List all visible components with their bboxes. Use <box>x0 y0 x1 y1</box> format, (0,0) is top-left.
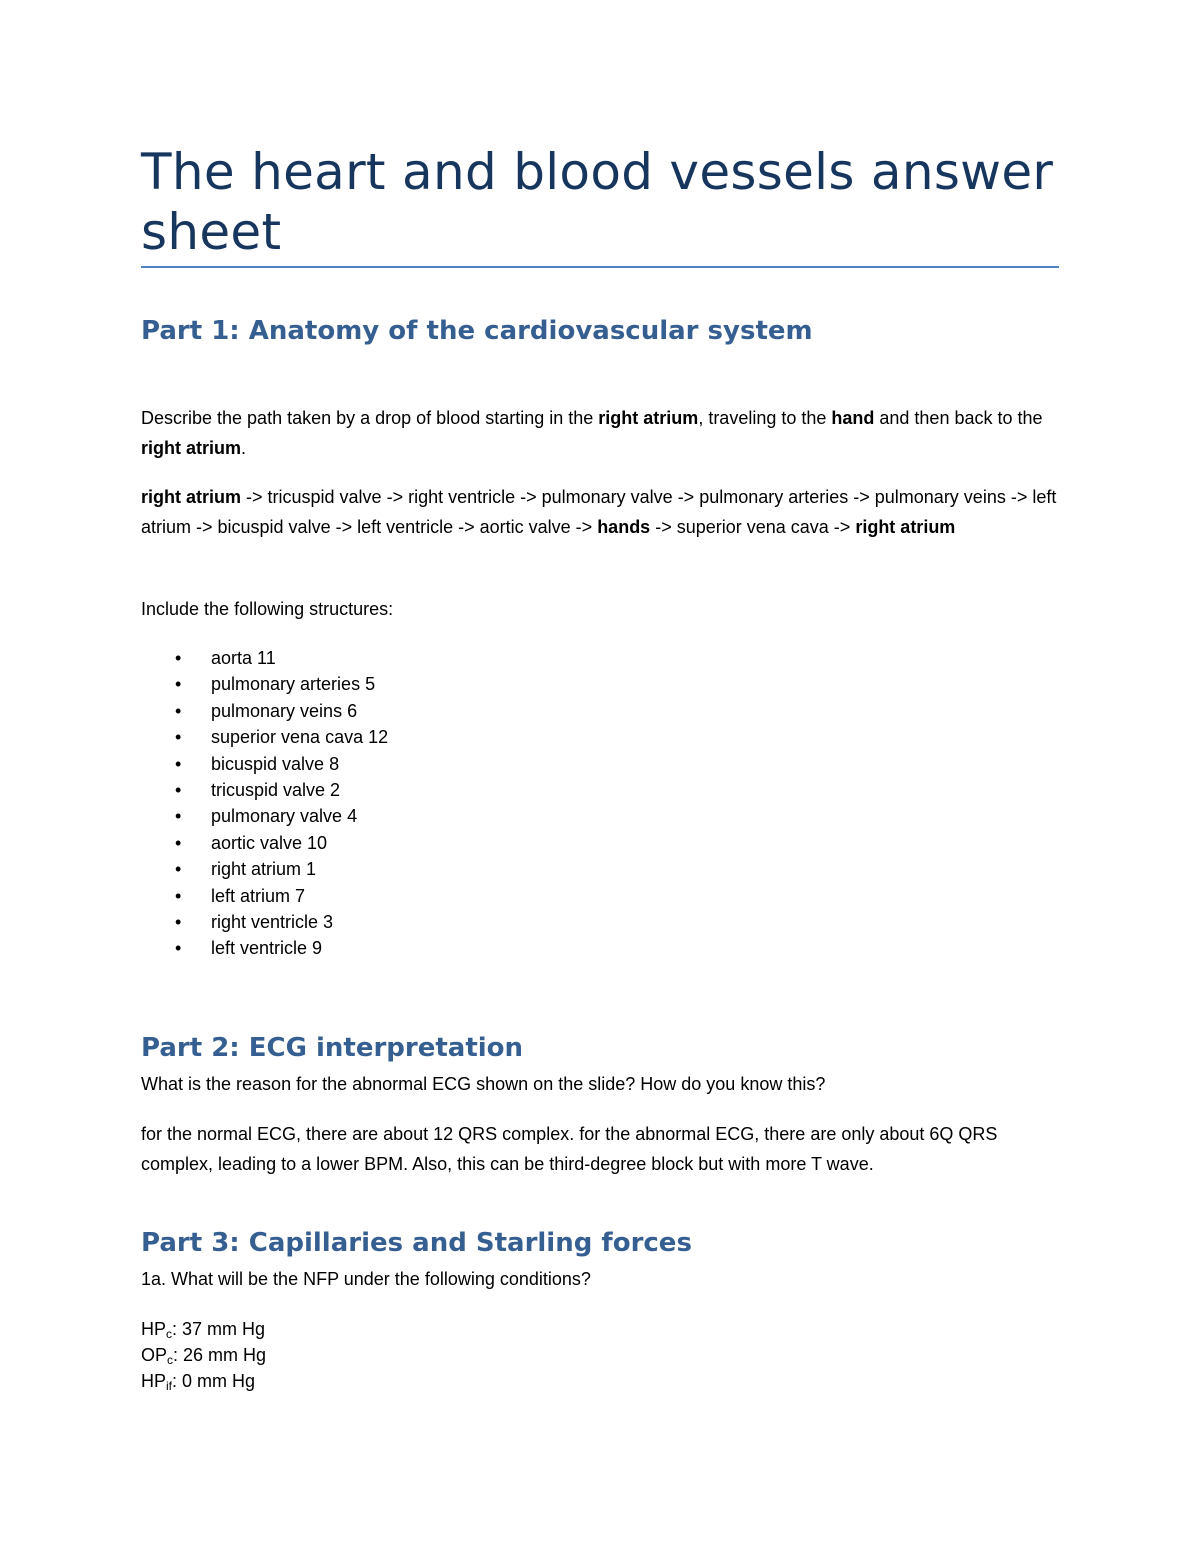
part1-question-text-3: and then back to the <box>874 408 1043 428</box>
part1-heading: Part 1: Anatomy of the cardiovascular system <box>141 316 813 346</box>
bullet-icon: • <box>175 938 182 959</box>
part2-heading: Part 2: ECG interpretation <box>141 1033 524 1063</box>
document-title: The heart and blood vessels answer sheet <box>141 143 1054 261</box>
bullet-icon: • <box>175 727 182 748</box>
title-underline <box>141 266 1059 268</box>
list-item-text: aortic valve 10 <box>211 832 328 853</box>
bullet-icon: • <box>175 753 182 774</box>
list-item <box>141 724 388 750</box>
bullet-icon: • <box>175 779 182 800</box>
list-item-text: pulmonary arteries 5 <box>211 674 376 695</box>
list-item <box>141 803 388 829</box>
part1-answer-text-2: -> superior vena cava -> <box>650 517 856 537</box>
list-item <box>141 671 388 697</box>
list-item <box>141 645 388 671</box>
part1-question-text-1: Describe the path taken by a drop of blood starting in the <box>141 408 599 428</box>
list-item <box>141 935 388 961</box>
list-item-text: tricuspid valve 2 <box>211 779 341 800</box>
condition-opc <box>141 1342 266 1368</box>
include-structures-label: Include the following structures: <box>141 599 394 619</box>
list-item-text: left ventricle 9 <box>211 938 323 959</box>
part1-question-bold-3: right atrium <box>141 438 242 458</box>
list-item <box>141 909 388 935</box>
list-item <box>141 856 388 882</box>
list-item <box>141 698 388 724</box>
list-item-text: right ventricle 3 <box>211 911 334 932</box>
list-item <box>141 830 388 856</box>
list-item-text: bicuspid valve 8 <box>211 753 340 774</box>
part3-question: 1a. What will be the NFP under the following conditions? <box>141 1269 591 1289</box>
bullet-icon: • <box>175 648 182 668</box>
list-item-text: left atrium 7 <box>211 885 306 906</box>
list-item <box>141 777 388 803</box>
condition-prefix: HP <box>141 1319 167 1339</box>
list-item-text: right atrium 1 <box>211 859 317 880</box>
condition-subscript: c <box>167 1353 174 1367</box>
part2-question: What is the reason for the abnormal ECG shown on the slide? How do you know this? <box>141 1074 826 1094</box>
condition-hpif <box>141 1368 255 1394</box>
condition-prefix: HP <box>141 1371 167 1391</box>
part1-answer <box>141 482 1059 542</box>
condition-subscript: if <box>166 1379 173 1393</box>
condition-prefix: OP <box>141 1345 168 1365</box>
bullet-icon: • <box>175 859 182 880</box>
condition-value: : 37 mm Hg <box>172 1319 266 1339</box>
part1-question-bold-2: hand <box>831 408 875 428</box>
part1-answer-bold-2: hands <box>597 517 651 537</box>
bullet-icon: • <box>175 911 182 932</box>
condition-hpc <box>141 1316 265 1342</box>
part1-answer-bold-1: right atrium <box>141 487 242 507</box>
part2-answer: for the normal ECG, there are about 12 QRS complex. for the abnormal ECG, there are only about 6Q QRS complex, leading to a lower BPM. Also, this can be third-degree block but with more T wave. <box>141 1124 998 1174</box>
part1-answer-text-1: -> tricuspid valve -> right ventricle -> pulmonary valve -> pulmonary arteries -> pulmonary veins -> left atrium -> bicuspid valve -> left ventricle -> aortic valve -> <box>141 487 1057 537</box>
list-item-text: aorta 11 <box>211 648 276 668</box>
bullet-icon: • <box>175 832 182 853</box>
condition-value: : 0 mm Hg <box>172 1371 256 1391</box>
list-item <box>141 883 388 909</box>
bullet-icon: • <box>175 674 182 695</box>
list-item-text: superior vena cava 12 <box>211 727 389 748</box>
part1-question <box>141 403 1059 463</box>
structures-list <box>141 645 388 962</box>
bullet-icon: • <box>175 885 182 906</box>
part1-question-text-2: , traveling to the <box>698 408 832 428</box>
part3-heading: Part 3: Capillaries and Starling forces <box>141 1228 692 1258</box>
part1-question-text-4: . <box>241 438 247 458</box>
part1-question-bold-1: right atrium <box>598 408 699 428</box>
list-item <box>141 751 388 777</box>
part1-answer-bold-3: right atrium <box>855 517 956 537</box>
bullet-icon: • <box>175 700 182 721</box>
list-item-text: pulmonary veins 6 <box>211 700 358 721</box>
condition-subscript: c <box>166 1327 173 1341</box>
condition-value: : 26 mm Hg <box>173 1345 267 1365</box>
list-item-text: pulmonary valve 4 <box>211 806 358 827</box>
bullet-icon: • <box>175 806 182 827</box>
